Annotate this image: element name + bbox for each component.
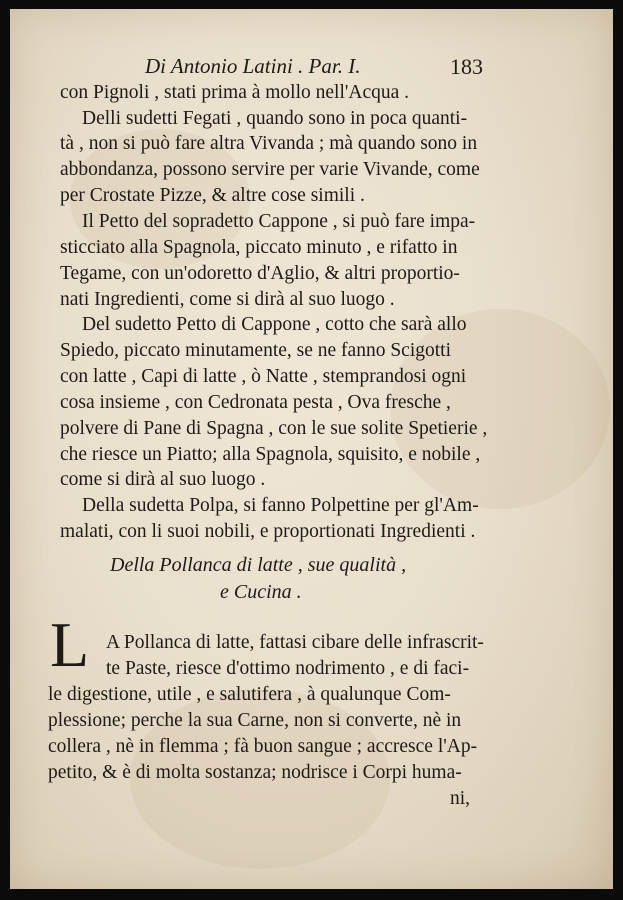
text-line: te Paste, riesce d'ottimo nodrimento , e di faci- xyxy=(106,658,470,679)
running-title: Di Antonio Latini . Par. I. xyxy=(145,54,361,78)
drop-cap: L xyxy=(50,609,90,680)
text-line: con Pignoli , stati prima à mollo nell'Acqua . xyxy=(60,82,410,103)
text-line: che riesce un Piatto; alla Spagnola, squisito, e nobile , xyxy=(60,444,481,465)
catchword: ni, xyxy=(450,788,471,809)
text-line: A Pollanca di latte, fattasi cibare delle infrascrit- xyxy=(106,632,484,653)
text-line: con latte , Capi di latte , ò Natte , stemprandosi ogni xyxy=(60,366,467,387)
text-line: Delli sudetti Fegati , quando sono in poca quanti- xyxy=(82,108,468,129)
section-heading-line1: Della Pollanca di latte , sue qualità , xyxy=(110,554,407,576)
text-line: per Crostate Pizze, & altre cose simili . xyxy=(60,185,365,206)
text-line: tà , non si può fare altra Vivanda ; mà quando sono in xyxy=(60,133,478,154)
text-line: nati Ingredienti, come si dirà al suo luogo . xyxy=(60,289,395,310)
text-line: plessione; perche la sua Carne, non si converte, nè in xyxy=(48,710,462,731)
text-line: come si dirà al suo luogo . xyxy=(60,469,266,490)
text-line: le digestione, utile , e salutifera , à qualunque Com- xyxy=(48,684,451,705)
text-line: abbondanza, possono servire per varie Vivande, come xyxy=(60,159,480,180)
text-line: sticciato alla Spagnola, piccato minuto , e rifatto in xyxy=(60,237,458,258)
book-page xyxy=(10,9,613,889)
text-line: Il Petto del sopradetto Cappone , si può fare impa- xyxy=(82,211,476,232)
running-header xyxy=(10,54,613,80)
text-line: cosa insieme , con Cedronata pesta , Ova fresche , xyxy=(60,392,451,413)
text-line: polvere di Pane di Spagna , con le sue solite Spetierie , xyxy=(60,418,488,439)
text-line: Spiedo, piccato minutamente, se ne fanno Scigotti xyxy=(60,340,451,361)
text-line: petito, & è di molta sostanza; nodrisce i Corpi huma- xyxy=(48,762,462,783)
text-line: Tegame, con un'odoretto d'Aglio, & altri proportio- xyxy=(60,263,460,284)
text-line: Della sudetta Polpa, si fanno Polpettine per gl'Am- xyxy=(82,495,479,516)
text-line: malati, con li suoi nobili, e proportionati Ingredienti . xyxy=(60,521,476,542)
text-line: Del sudetto Petto di Cappone , cotto che sarà allo xyxy=(82,314,467,335)
page-number: 183 xyxy=(450,54,483,79)
text-line: collera , nè in flemma ; fà buon sangue ; accresce l'Ap- xyxy=(48,736,478,757)
section-heading-line2: e Cucina . xyxy=(220,581,302,603)
